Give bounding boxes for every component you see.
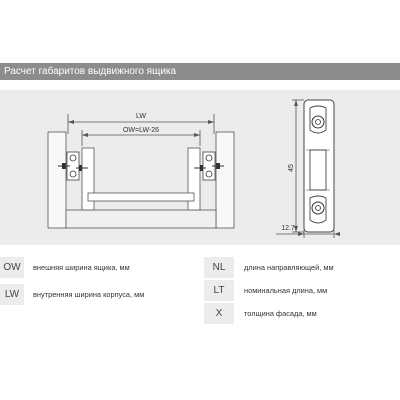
legend-key: OW (0, 257, 24, 278)
legend-value: номинальная длина, мм (244, 286, 328, 295)
width-label: 12.7 (281, 225, 295, 232)
cabinet-right-wall (216, 132, 234, 228)
section-header (0, 63, 400, 80)
height-label: 45 (288, 164, 295, 172)
legend-row-lt (204, 280, 400, 301)
legend-value: толщина фасада, мм (244, 309, 317, 318)
legend-value: внешняя ширина ящика, мм (33, 263, 130, 272)
cabinet-bottom (66, 210, 216, 228)
height-dimension (288, 100, 304, 232)
drawer-cross-section (0, 90, 400, 245)
legend-value: внутренняя ширина корпуса, мм (33, 290, 145, 299)
ow-dimension (82, 127, 200, 146)
drawer-diagram (0, 90, 400, 245)
legend-key: NL (204, 257, 234, 278)
cabinet-left-wall (48, 132, 66, 228)
legend-row-ow (0, 257, 200, 278)
legend-row-lw (0, 284, 200, 305)
ow-label: OW=LW-26 (122, 127, 160, 134)
section-title: Расчет габаритов выдвижного ящика (4, 66, 177, 77)
legend-row-x (204, 303, 400, 324)
legend-key: X (204, 303, 234, 324)
legend-row-nl (204, 257, 400, 278)
lw-label: LW (136, 113, 146, 120)
legend-key: LW (0, 284, 24, 305)
legend-table (0, 253, 400, 329)
legend-key: LT (204, 280, 234, 301)
legend-value: длина направляющей, мм (244, 263, 334, 272)
rail-profile (304, 100, 334, 232)
drawer-bottom (88, 193, 194, 201)
